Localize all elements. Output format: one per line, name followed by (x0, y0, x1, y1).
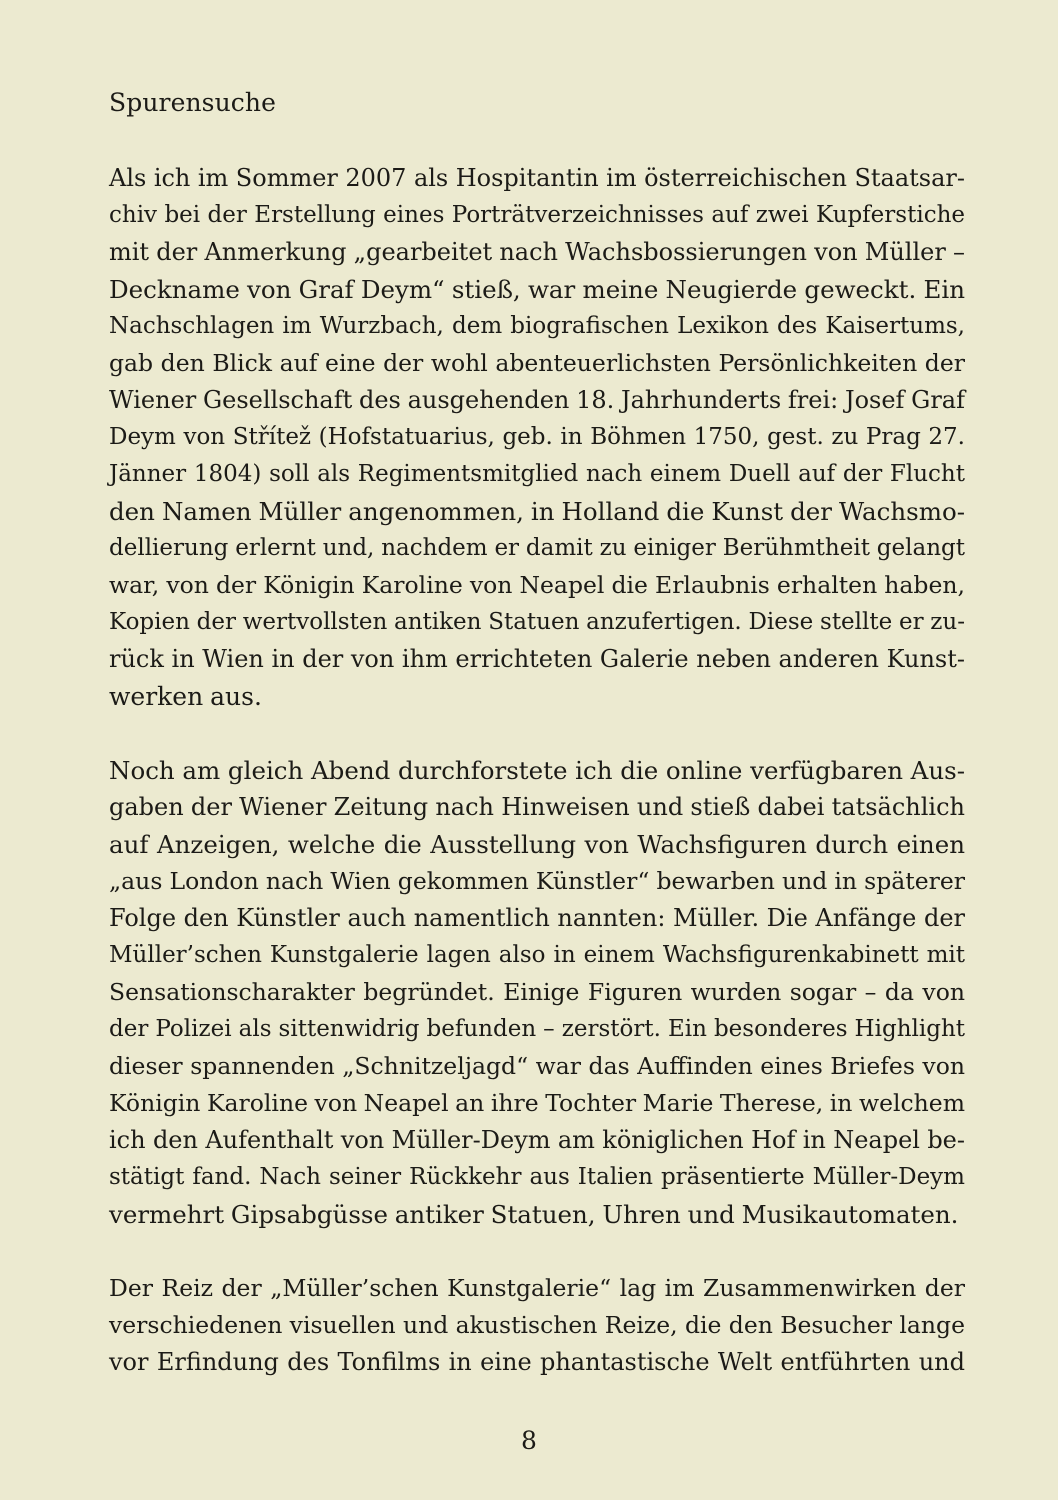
text-line: Der Reiz der „Müller’schen Kunstgalerie“ lag im Zusammenwirken der (109, 1274, 965, 1302)
text-line: gab den Blick auf eine der wohl abenteuerlichsten Persönlichkeiten der (109, 349, 965, 377)
text-line: mit der Anmerkung „gearbeitet nach Wachsbossierungen von Müller – (109, 238, 965, 266)
text-line: Folge den Künstler auch namentlich nannten: Müller. Die Anfänge der (109, 904, 965, 932)
text-line: den Namen Müller angenommen, in Holland die Kunst der Wachsmo- (109, 497, 965, 526)
text-line: Königin Karoline von Neapel an ihre Tochter Marie Therese, in welchem (109, 1089, 965, 1117)
text-line: Nachschlagen im Wurzbach, dem biografischen Lexikon des Kaisertums, (109, 313, 965, 339)
text-line: ich den Aufenthalt von Müller-Deym am königlichen Hof in Neapel be- (109, 1126, 965, 1154)
running-head: Spurensuche (109, 88, 277, 117)
text-line: Wiener Gesellschaft des ausgehenden 18. Jahrhunderts frei: Josef Graf (109, 386, 965, 414)
paragraph-2 (109, 752, 965, 1233)
paragraph-3 (109, 1270, 965, 1381)
text-line: war, von der Königin Karoline von Neapel die Erlaubnis erhalten haben, (109, 571, 965, 599)
text-line: verschiedenen visuellen und akustischen Reize, die den Besucher lange (109, 1311, 965, 1339)
text-line: gaben der Wiener Zeitung nach Hinweisen und stieß dabei tatsächlich (109, 793, 965, 821)
text-line: Sensationscharakter begründet. Einige Figuren wurden sogar – da von (109, 978, 965, 1006)
text-line: dellierung erlernt und, nachdem er damit zu einiger Berühmtheit gelangt (109, 535, 965, 561)
text-line: Jänner 1804) soll als Regimentsmitglied nach einem Duell auf der Flucht (109, 461, 965, 487)
text-line: Noch am gleich Abend durchforstete ich die online verfügbaren Aus- (109, 756, 965, 785)
text-line: Deckname von Graf Deym“ stieß, war meine Neugierde geweckt. Ein (109, 275, 965, 304)
text-line: Müller’schen Kunstgalerie lagen also in einem Wachsfigurenkabinett mit (109, 942, 965, 968)
text-line: vermehrt Gipsabgüsse antiker Statuen, Uhren und Musikautomaten. (109, 1200, 959, 1229)
paragraph-1 (109, 160, 965, 715)
text-line: dieser spannenden „Schnitzeljagd“ war das Auffinden eines Briefes von (109, 1052, 965, 1080)
page-number: 8 (521, 1426, 537, 1455)
text-line: rück in Wien in der von ihm errichteten Galerie neben anderen Kunst- (109, 645, 965, 673)
text-line: chiv bei der Erstellung eines Porträtverzeichnisses auf zwei Kupferstiche (109, 202, 965, 228)
text-line: „aus London nach Wien gekommen Künstler“ bewarben und in späterer (109, 867, 965, 895)
text-line: vor Erfindung des Tonfilms in eine phantastische Welt entführten und (109, 1348, 965, 1376)
text-line: auf Anzeigen, welche die Ausstellung von Wachsfiguren durch einen (109, 830, 965, 859)
text-line: Als ich im Sommer 2007 als Hospitantin im österreichischen Staatsar- (109, 164, 965, 192)
text-line: werken aus. (109, 682, 262, 711)
text-line: Deym von Střítež (Hofstatuarius, geb. in Böhmen 1750, gest. zu Prag 27. (109, 424, 965, 450)
text-line: stätigt fand. Nach seiner Rückkehr aus Italien präsentierte Müller-Deym (109, 1164, 965, 1190)
text-line: Kopien der wertvollsten antiken Statuen anzufertigen. Diese stellte er zu- (109, 609, 965, 635)
text-line: der Polizei als sittenwidrig befunden – zerstört. Ein besonderes Highlight (109, 1016, 965, 1042)
